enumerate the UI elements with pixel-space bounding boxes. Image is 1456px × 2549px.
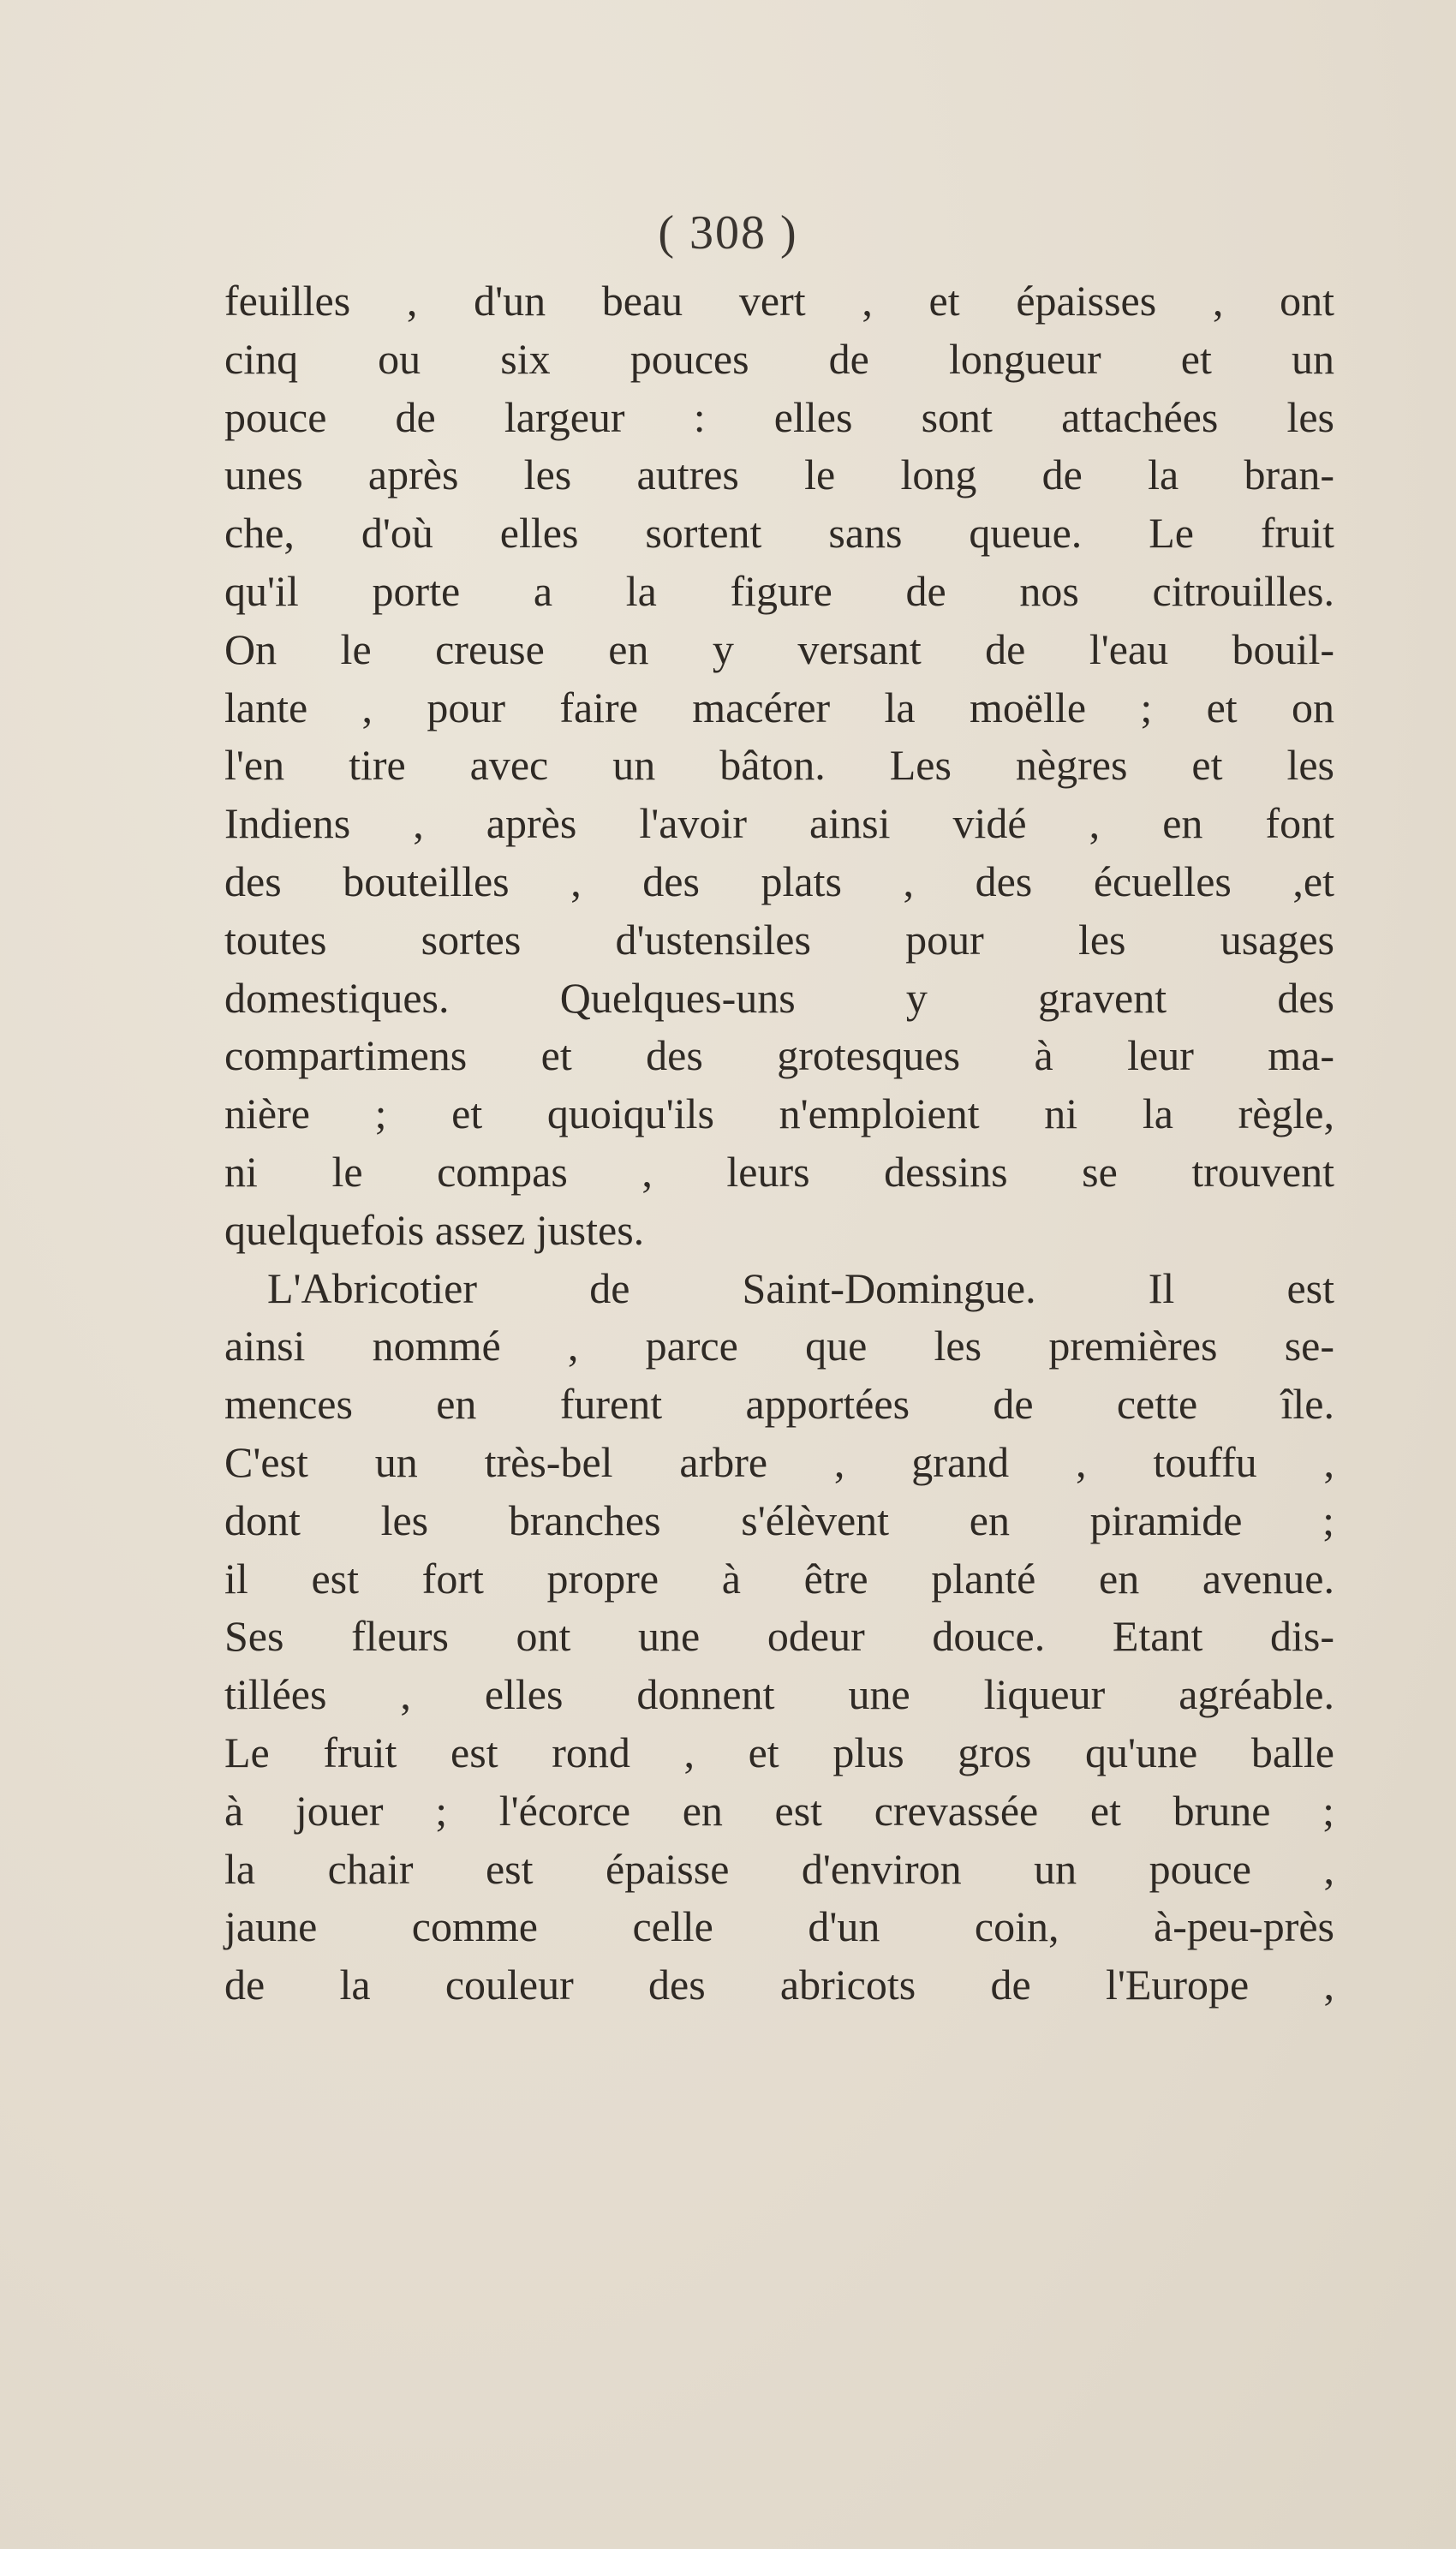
text-line: quelquefois assez justes. xyxy=(224,1205,645,1254)
text-line: Le fruit est rond , et plus gros qu'une balle xyxy=(224,1728,1334,1776)
text-line: de la couleur des abricots de l'Europe , xyxy=(224,1961,1334,2009)
text-line: feuilles , d'un beau vert , et épaisses , ont xyxy=(224,277,1334,325)
text-line: C'est un très-bel arbre , grand , touffu , xyxy=(224,1437,1334,1486)
text-line: la chair est épaisse d'environ un pouce , xyxy=(224,1844,1334,1893)
text-line: il est fort propre à être planté en avenue. xyxy=(224,1554,1334,1603)
page-number: ( 308 ) xyxy=(658,206,798,260)
text-line: qu'il porte a la figure de nos citrouilles. xyxy=(224,566,1334,615)
text-line: nière ; et quoiqu'ils n'emploient ni la règle, xyxy=(224,1089,1334,1138)
text-line: unes après les autres le long de la bran- xyxy=(224,451,1334,499)
text-line: L'Abricotier de Saint-Domingue. Il est xyxy=(267,1263,1334,1312)
text-line: mences en furent apportées de cette île. xyxy=(224,1380,1334,1429)
body-text xyxy=(224,272,1334,2015)
text-line: cinq ou six pouces de longueur et un xyxy=(224,334,1334,383)
text-line: lante , pour faire macérer la moëlle ; et on xyxy=(224,683,1334,731)
text-line: ainsi nommé , parce que les premières se- xyxy=(224,1322,1334,1370)
text-line: tillées , elles donnent une liqueur agréable. xyxy=(224,1670,1334,1719)
text-line: On le creuse en y versant de l'eau bouil- xyxy=(224,624,1334,673)
text-line: dont les branches s'élèvent en piramide ; xyxy=(224,1495,1334,1544)
text-line: che, d'où elles sortent sans queue. Le fruit xyxy=(224,509,1334,558)
text-line: l'en tire avec un bâton. Les nègres et les xyxy=(224,741,1334,790)
text-line: compartimens et des grotesques à leur ma- xyxy=(224,1031,1334,1080)
text-line: Ses fleurs ont une odeur douce. Etant dis- xyxy=(224,1612,1334,1661)
text-line: à jouer ; l'écorce en est crevassée et brune ; xyxy=(224,1786,1334,1835)
text-line: des bouteilles , des plats , des écuelles ,et xyxy=(224,857,1334,905)
text-line: ni le compas , leurs dessins se trouvent xyxy=(224,1147,1334,1196)
text-line: jaune comme celle d'un coin, à-peu-près xyxy=(224,1902,1334,1951)
text-line: Indiens , après l'avoir ainsi vidé , en font xyxy=(224,799,1334,848)
text-line: toutes sortes d'ustensiles pour les usages xyxy=(224,915,1334,964)
text-line: domestiques. Quelques-uns y gravent des xyxy=(224,973,1334,1022)
text-line: pouce de largeur : elles sont attachées les xyxy=(224,392,1334,441)
